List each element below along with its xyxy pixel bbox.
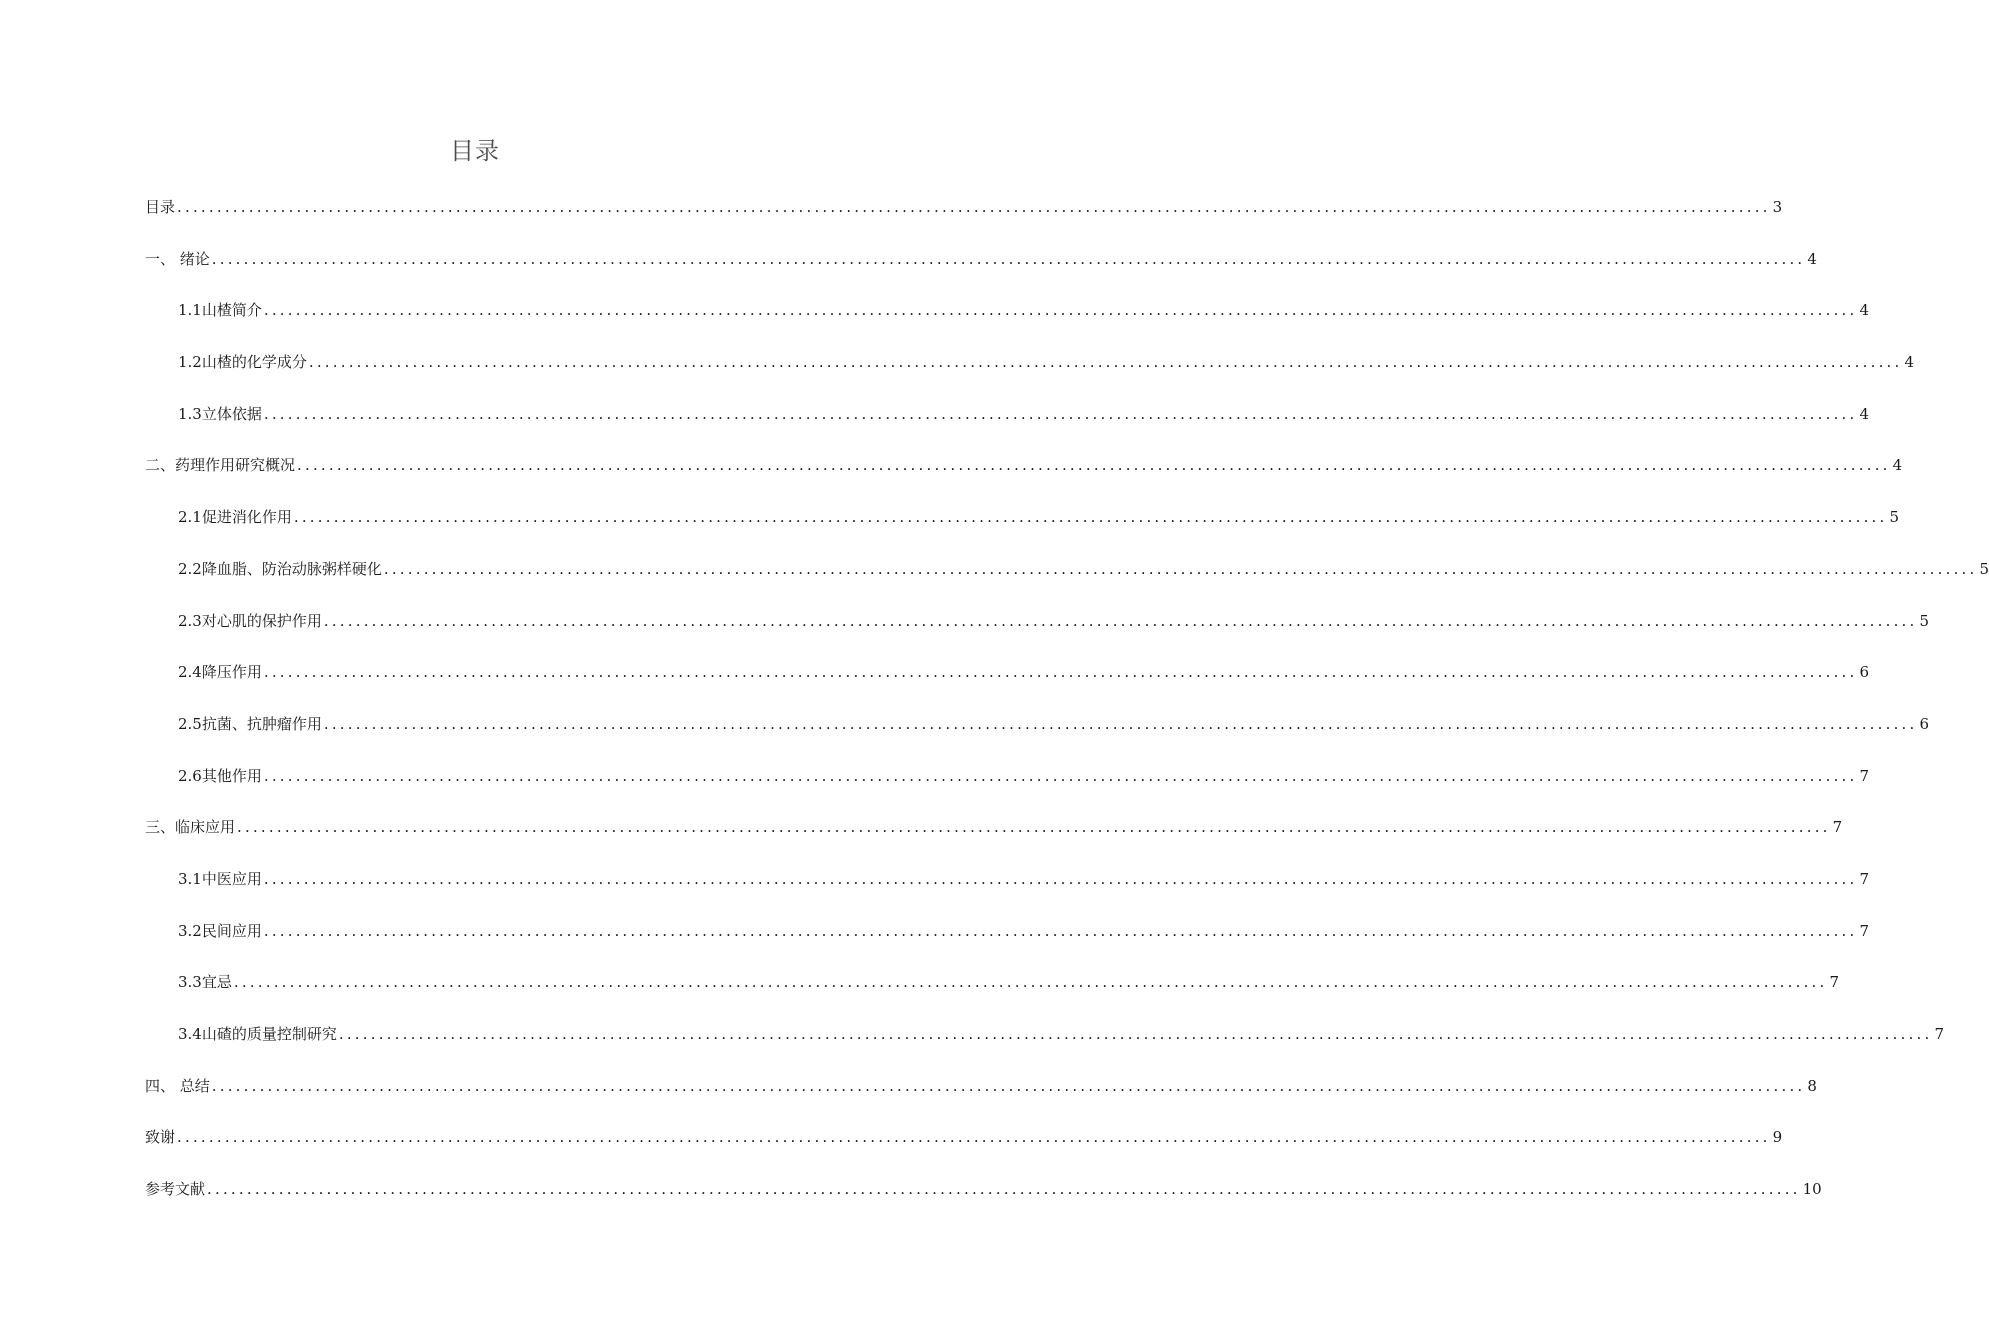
toc-leader-dots: ........................................................................................................................................................................................................	[233, 973, 1828, 992]
toc-entry[interactable]	[145, 196, 1783, 248]
toc-entry-page: 8	[1807, 1076, 1817, 1095]
toc-entry-page: 7	[1859, 766, 1870, 785]
toc-entry-label: 3.4山碴的质量控制研究	[178, 1025, 337, 1043]
toc-entry-page: 4	[1859, 301, 1870, 320]
toc-leader-dots: ........................................................................................................................................................................................................	[207, 1180, 1801, 1199]
toc-entry-page: 4	[1807, 249, 1817, 268]
toc-entry-label: 2.1促进消化作用	[178, 508, 292, 527]
toc-entry[interactable]	[145, 610, 1930, 662]
toc-leader-dots: ........................................................................................................................................................................................................	[263, 404, 1858, 423]
toc-leader-dots: ........................................................................................................................................................................................................	[383, 559, 1978, 578]
toc-leader-dots: ........................................................................................................................................................................................................	[211, 1076, 1806, 1095]
toc-entry-page: 7	[1859, 921, 1870, 940]
page-title: 目录	[450, 137, 500, 165]
toc-entry[interactable]	[145, 816, 1843, 868]
toc-entry[interactable]	[145, 1075, 1817, 1127]
table-of-contents	[145, 196, 1989, 1230]
toc-entry-label: 致谢	[145, 1128, 176, 1147]
toc-entry-page: 7	[1829, 973, 1840, 992]
toc-leader-dots: ........................................................................................................................................................................................................	[323, 611, 1918, 630]
toc-entry[interactable]	[145, 1178, 1822, 1230]
toc-entry-page: 6	[1859, 663, 1870, 682]
toc-entry[interactable]	[145, 920, 1870, 972]
toc-entry-label: 2.6其他作用	[178, 766, 262, 785]
toc-entry-label: 一、 绪论	[145, 249, 210, 268]
toc-leader-dots: ........................................................................................................................................................................................................	[237, 818, 1831, 837]
toc-entry-label: 3.1中医应用	[178, 869, 262, 888]
toc-leader-dots: ........................................................................................................................................................................................................	[308, 353, 1903, 372]
toc-entry-label: 2.2降血脂、防治动脉粥样硬化	[178, 559, 382, 578]
toc-leader-dots: ........................................................................................................................................................................................................	[263, 921, 1858, 940]
toc-entry[interactable]	[145, 454, 1903, 506]
toc-entry[interactable]	[145, 713, 1930, 765]
toc-entry-page: 4	[1859, 404, 1870, 423]
toc-entry-label: 目录	[145, 198, 176, 216]
toc-entry[interactable]	[145, 403, 1870, 455]
toc-leader-dots: ........................................................................................................................................................................................................	[211, 249, 1806, 268]
toc-entry[interactable]	[145, 351, 1915, 403]
toc-entry[interactable]	[145, 506, 1900, 558]
toc-entry[interactable]	[145, 248, 1817, 300]
toc-entry-label: 3.3宜忌	[178, 973, 232, 992]
toc-entry-label: 二、药理作用研究概况	[145, 456, 296, 475]
toc-leader-dots: ........................................................................................................................................................................................................	[177, 1128, 1771, 1147]
toc-entry[interactable]	[145, 558, 1989, 610]
toc-entry-page: 5	[1889, 508, 1900, 527]
toc-entry[interactable]	[145, 299, 1870, 351]
toc-entry-label: 1.3立体依据	[178, 404, 262, 423]
toc-leader-dots: ........................................................................................................................................................................................................	[263, 766, 1858, 785]
toc-entry-label: 1.1山楂简介	[178, 301, 262, 320]
toc-leader-dots: ........................................................................................................................................................................................................	[338, 1025, 1933, 1043]
toc-entry-label: 1.2山楂的化学成分	[178, 353, 307, 372]
toc-leader-dots: ........................................................................................................................................................................................................	[263, 301, 1858, 320]
toc-leader-dots: ........................................................................................................................................................................................................	[263, 869, 1858, 888]
toc-entry[interactable]	[145, 1126, 1783, 1178]
toc-entry-page: 6	[1919, 714, 1930, 733]
toc-entry-label: 3.2民间应用	[178, 921, 262, 940]
toc-entry-label: 四、 总结	[145, 1076, 210, 1095]
toc-leader-dots: ........................................................................................................................................................................................................	[323, 714, 1918, 733]
toc-leader-dots: ........................................................................................................................................................................................................	[177, 198, 1771, 216]
toc-entry[interactable]	[145, 971, 1840, 1023]
toc-entry-page: 4	[1892, 456, 1903, 475]
toc-entry-label: 三、临床应用	[145, 818, 236, 837]
toc-entry-page: 5	[1979, 559, 1989, 578]
toc-entry[interactable]	[145, 868, 1870, 920]
toc-entry-page: 3	[1772, 198, 1783, 216]
toc-leader-dots: ........................................................................................................................................................................................................	[263, 663, 1858, 682]
toc-entry-label: 2.3对心肌的保护作用	[178, 611, 322, 630]
toc-entry-label: 参考文献	[145, 1180, 206, 1199]
toc-leader-dots: ........................................................................................................................................................................................................	[293, 508, 1888, 527]
toc-entry-page: 4	[1904, 353, 1915, 372]
toc-entry-page: 9	[1772, 1128, 1783, 1147]
toc-leader-dots: ........................................................................................................................................................................................................	[297, 456, 1891, 475]
toc-entry-label: 2.5抗菌、抗肿瘤作用	[178, 714, 322, 733]
toc-entry-page: 7	[1934, 1025, 1945, 1043]
toc-entry[interactable]	[145, 1023, 1945, 1075]
toc-entry-page: 7	[1832, 818, 1843, 837]
toc-entry-label: 2.4降压作用	[178, 663, 262, 682]
toc-entry[interactable]	[145, 765, 1870, 817]
toc-entry-page: 5	[1919, 611, 1930, 630]
toc-entry-page: 10	[1802, 1180, 1822, 1199]
toc-entry-page: 7	[1859, 869, 1870, 888]
toc-entry[interactable]	[145, 661, 1870, 713]
